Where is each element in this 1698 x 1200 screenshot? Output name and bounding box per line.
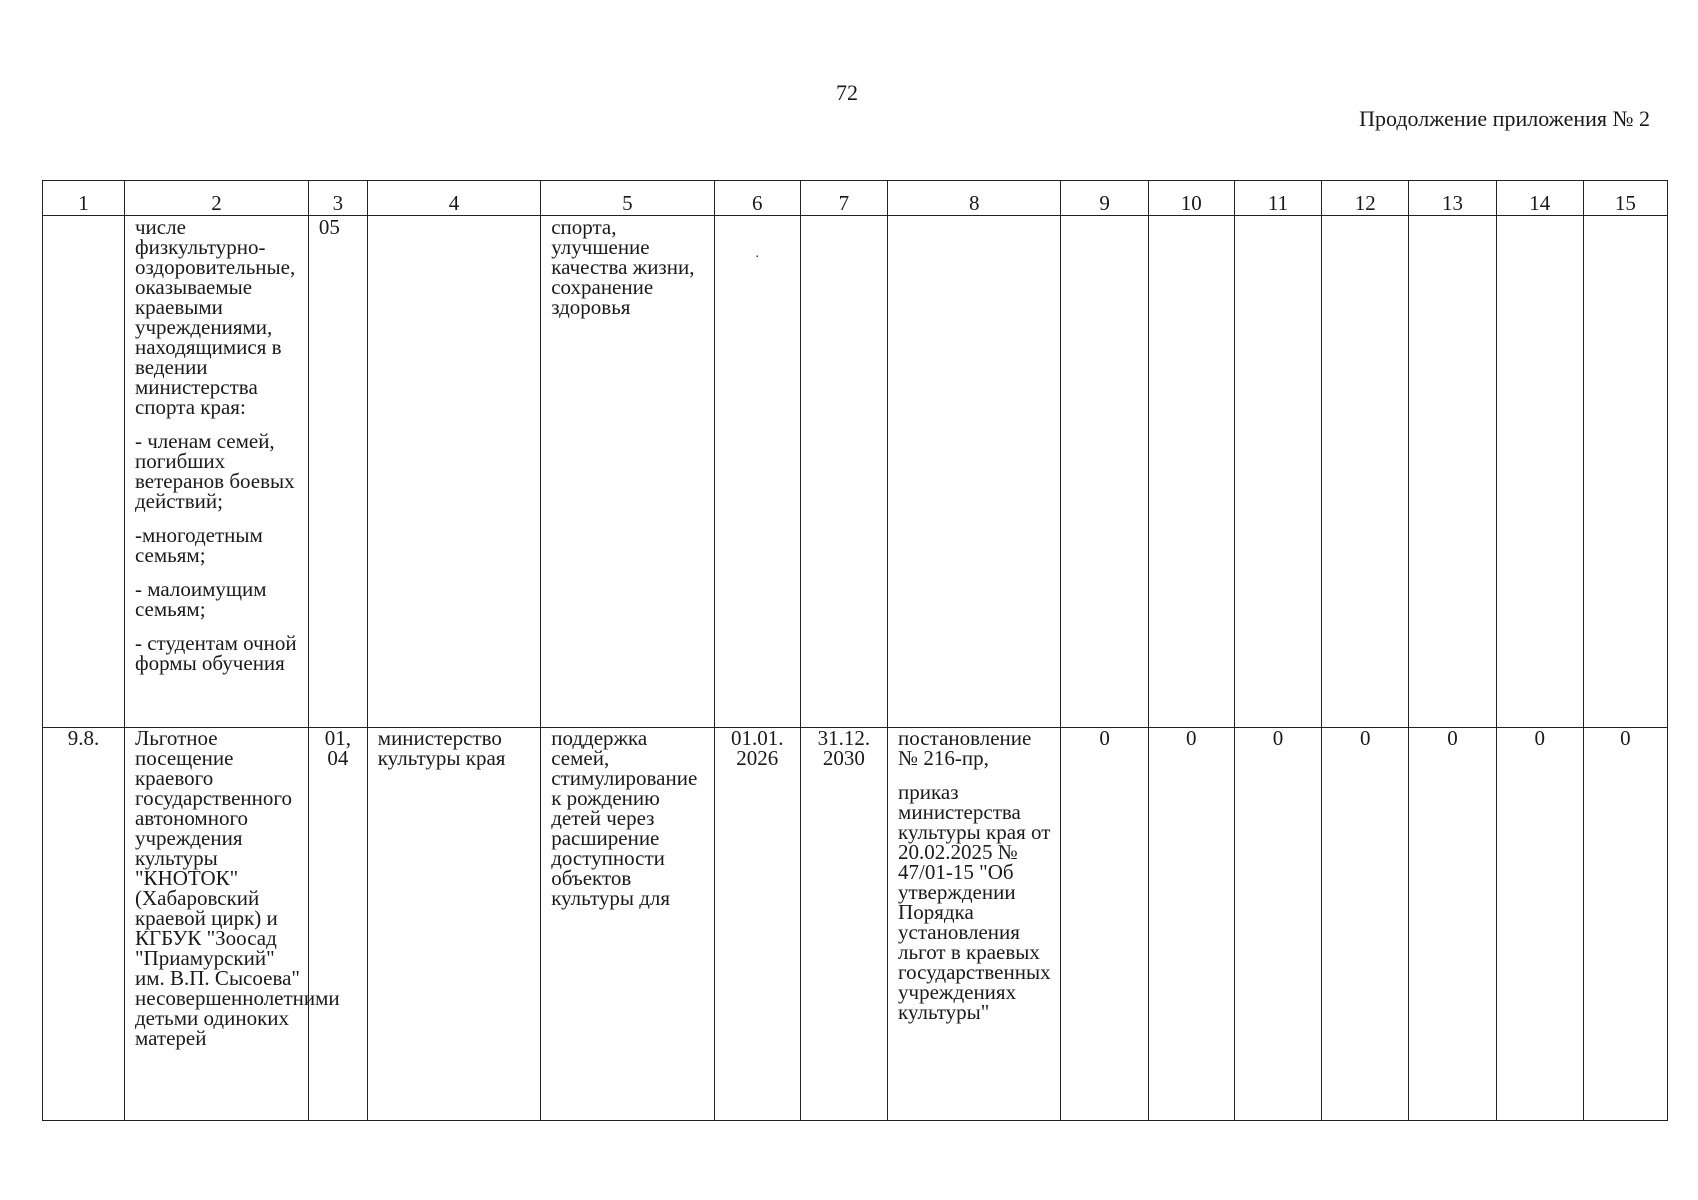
value-cell: 0: [1496, 728, 1583, 1121]
column-header: 10: [1148, 181, 1234, 216]
end-date: 31.12. 2030: [800, 728, 887, 1121]
column-header: 9: [1061, 181, 1148, 216]
table-cell: [367, 216, 540, 728]
column-header: 3: [308, 181, 367, 216]
column-header: 7: [800, 181, 887, 216]
table-row-9-8: [43, 728, 1668, 1121]
legal-basis: [888, 728, 1061, 1121]
measure-name: Льготное посещение краевого государственного автономного учреждения культуры "КНОТОК" (Хабаровский краевой цирк) и КГБУК "Зоосад "Приамурский" им. В.П. Сысоева" несовершеннолетними детьми одиноких матерей: [124, 728, 308, 1121]
table-cell-description: [124, 216, 308, 728]
cell-paragraph: постановление № 216-пр,: [898, 726, 1032, 770]
row-number: 9.8.: [43, 728, 125, 1121]
appendix-note: Продолжение приложения № 2: [1359, 106, 1650, 131]
table-row-continuation: [43, 216, 1668, 728]
table-cell: [1322, 216, 1409, 728]
measure-code: 01, 04: [308, 728, 367, 1121]
table-cell: [1148, 216, 1234, 728]
table-cell: [43, 216, 125, 728]
table-cell: [1583, 216, 1667, 728]
measure-goal: поддержка семей, стимулирование к рождению детей через расширение доступности объектов культуры для: [541, 728, 714, 1121]
table-cell: [1061, 216, 1148, 728]
column-header: 4: [367, 181, 540, 216]
column-header: 13: [1409, 181, 1496, 216]
cell-paragraph: - студентам очной формы обучения: [134, 631, 297, 675]
page-number: 72: [836, 80, 858, 105]
responsible-agency: министерство культуры края: [367, 728, 540, 1121]
value-cell: 0: [1061, 728, 1148, 1121]
column-header: 12: [1322, 181, 1409, 216]
header-row: [43, 181, 1668, 216]
table-cell-code: 05: [308, 216, 367, 728]
table-cell: [1234, 216, 1321, 728]
column-header: 11: [1234, 181, 1321, 216]
table-cell: [714, 216, 800, 728]
table-cell: [1409, 216, 1496, 728]
measures-table: [42, 180, 1668, 1121]
table-cell: [800, 216, 887, 728]
table-cell-goal: спорта, улучшение качества жизни, сохранение здоровья: [541, 216, 714, 728]
column-header: 6: [714, 181, 800, 216]
column-header: 8: [888, 181, 1061, 216]
cell-paragraph: приказ министерства культуры края от 20.02.2025 № 47/01-15 "Об утверждении Порядка установления льгот в краевых государственных учреждениях культуры": [898, 780, 1051, 1024]
cell-paragraph: числе физкультурно-оздоровительные, оказываемые краевыми учреждениями, находящимися в ведении министерства спорта края:: [134, 215, 296, 419]
table-cell: [888, 216, 1061, 728]
value-cell: 0: [1234, 728, 1321, 1121]
value-cell: 0: [1322, 728, 1409, 1121]
value-cell: 0: [1583, 728, 1667, 1121]
start-date: 01.01. 2026: [714, 728, 800, 1121]
cell-paragraph: - членам семей, погибших ветеранов боевых действий;: [134, 429, 295, 513]
column-header: 2: [124, 181, 308, 216]
cell-paragraph: -многодетным семьям;: [134, 523, 263, 567]
column-header: 14: [1496, 181, 1583, 216]
column-header: 15: [1583, 181, 1667, 216]
value-cell: 0: [1409, 728, 1496, 1121]
value-cell: 0: [1148, 728, 1234, 1121]
table-cell: [1496, 216, 1583, 728]
cell-paragraph: - малоимущим семьям;: [134, 577, 267, 621]
column-header: 5: [541, 181, 714, 216]
column-header: 1: [43, 181, 125, 216]
cell-mark: .: [755, 246, 759, 261]
